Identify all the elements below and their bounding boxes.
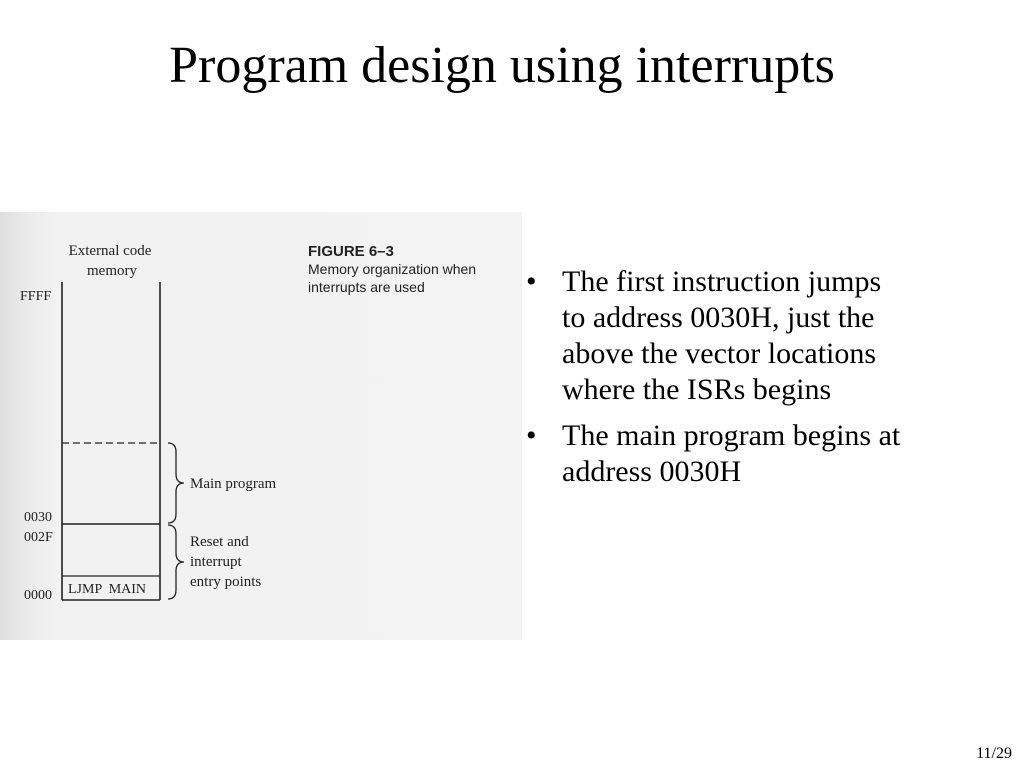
figure-scan-image [0,212,522,640]
main-program-brace [168,443,184,523]
bullet-list [522,264,1022,500]
bullet-1-line4: where the ISRs begins [562,373,832,406]
reset-label-line1: Reset and [190,534,249,550]
memory-map-box [62,282,160,600]
figure-caption-line1: Memory organization when [308,261,477,277]
bullet-item [522,418,1022,490]
bullet-2-line1: The main program begins at [562,419,901,452]
figure-caption-line2: interrupts are used [308,279,425,295]
page-number: 11/29 [976,745,1012,762]
reset-label-line2: interrupt [190,554,242,570]
bullet-2-line2: address 0030H [562,455,742,488]
reset-entry-brace [168,525,184,599]
bullet-1-line1: The first instruction jumps [562,265,882,298]
address-0030: 0030 [24,510,52,525]
address-ffff: FFFF [20,289,52,304]
bullet-item [522,264,1022,408]
figure-caption-title: FIGURE 6–3 [308,243,394,260]
address-0000: 0000 [24,588,52,603]
memory-organization-diagram [0,212,522,640]
ljmp-main-instruction: LJMP MAIN [68,582,147,597]
bullet-1-line2: to address 0030H, just the [562,301,875,334]
reset-label-line3: entry points [190,574,262,590]
memory-header-line1: External code [68,243,152,259]
bullet-1-line3: above the vector locations [562,337,877,370]
address-002f: 002F [24,530,53,545]
bullet-dot-icon: • [526,419,537,452]
main-program-label: Main program [190,476,277,492]
memory-header-line2: memory [87,263,137,279]
slide-title: Program design using interrupts [169,37,835,94]
bullet-dot-icon: • [526,265,537,298]
